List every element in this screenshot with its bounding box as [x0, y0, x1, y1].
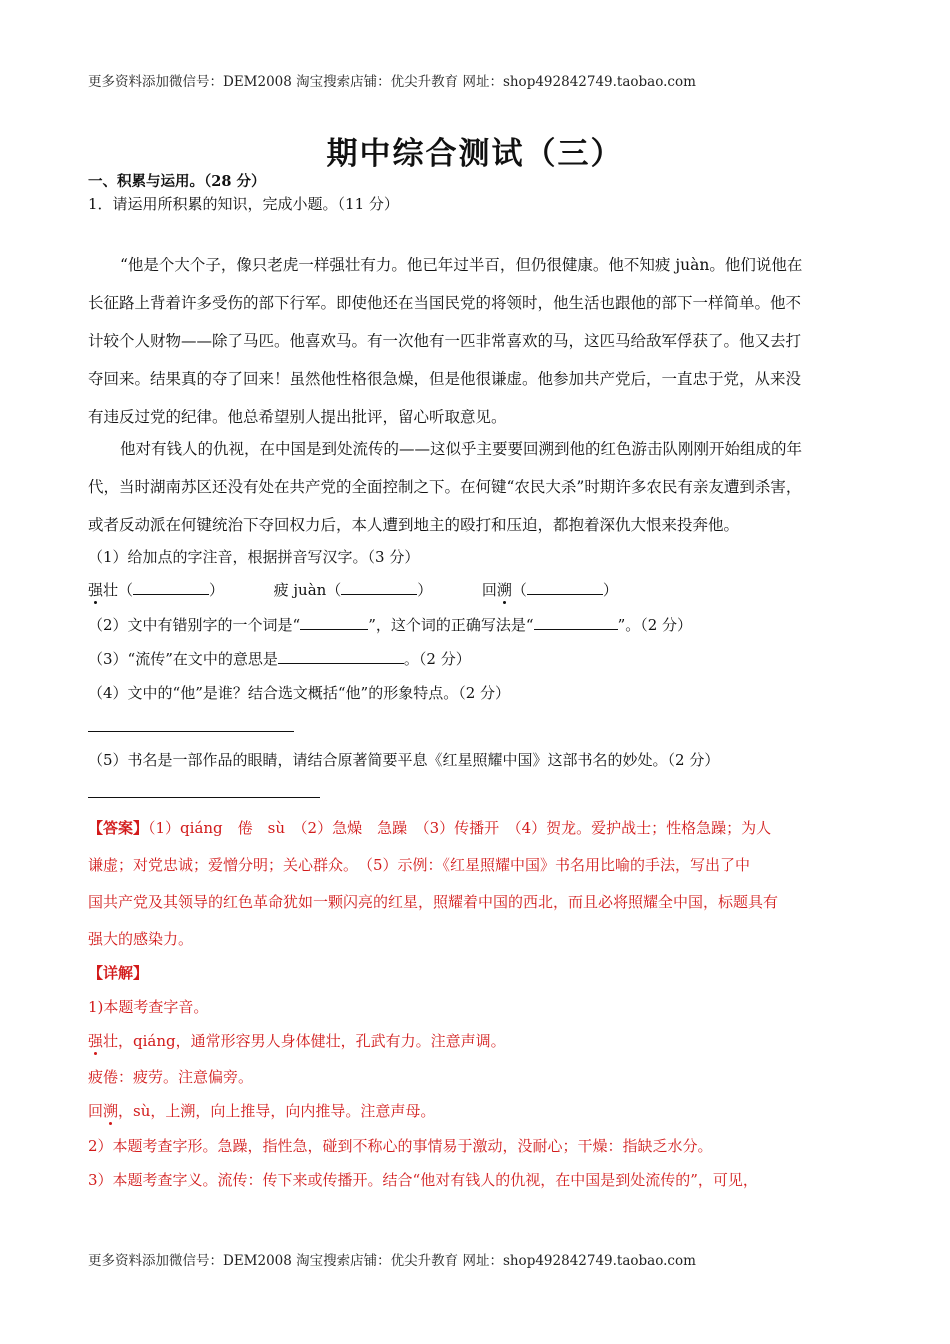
answer-blank[interactable] [278, 649, 404, 664]
answer-text: 强大的感染力。 [88, 930, 194, 948]
passage-line: 计较个人财物——除了马匹。他喜欢马。有一次他有一匹非常喜欢的马，这匹马给敌军俘获了。他又去打 [88, 332, 802, 350]
detail-label: 【详解】 [88, 964, 149, 982]
detail-text: 2）本题考查字形。急躁，指性急，碰到不称心的事情易于激动，没耐心；干燥：指缺乏水分。 [88, 1137, 713, 1155]
answer-line[interactable] [88, 731, 294, 732]
answer-blank[interactable] [534, 615, 618, 630]
passage-line: “他是个大个子，像只老虎一样强壮有力。他已年过半百，但仍很健康。他不知疲 juàn。他们说他在 [120, 256, 803, 274]
fill-label: ） [602, 581, 618, 599]
detail-text: 3）本题考查字义。流传：传下来或传播开。结合“他对有钱人的仇视，在中国是到处流传的”，可见， [88, 1171, 758, 1189]
passage-line: 夺回来。结果真的夺了回来！虽然他性格很急燥，但是他很谦虚。他参加共产党后，一直忠于党，从来没 [88, 370, 802, 388]
fill-label: （ [511, 581, 527, 599]
sub-question-1: （1）给加点的字注音，根据拼音写汉字。（3 分） [88, 548, 420, 566]
detail-text: 强壮，qiáng，通常形容男人身体健壮，孔武有力。注意声调。 [88, 1032, 506, 1050]
answer-blank[interactable] [341, 580, 417, 595]
passage-line: 长征路上背着许多受伤的部下行军。即使他还在当国民党的将领时，他生活也跟他的部下一样简单。他不 [88, 294, 802, 312]
question-1: 1．请运用所积累的知识，完成小题。（11 分） [88, 195, 399, 213]
fill-label: ） [209, 581, 225, 599]
fill-label: 回 [481, 581, 497, 599]
answer-text: 国共产党及其领导的红色革命犹如一颗闪亮的红星，照耀着中国的西北，而且必将照耀全中国，标题具有 [88, 893, 779, 911]
dotted-char: 强 [88, 581, 104, 599]
sub-question-4: （4）文中的“他”是谁？结合选文概括“他”的形象特点。（2 分） [88, 684, 511, 702]
dotted-char: 强 [88, 1032, 104, 1050]
passage-line: 或者反动派在何键统治下夺回权力后，本人遭到地主的殴打和压迫，都抱着深仇大恨来投奔他。 [88, 516, 740, 534]
fill-label: 壮（ [103, 581, 134, 599]
answer-blank[interactable] [300, 615, 368, 630]
dotted-char: 溯 [496, 581, 512, 599]
page-footer: 更多资料添加微信号：DEM2008 淘宝搜索店铺：优尖升教育 网址：shop492842749.taobao.com [88, 1253, 696, 1269]
fill-label: 疲 juàn（ [273, 581, 342, 599]
page-title: 期中综合测试（三） [326, 136, 624, 172]
passage-line: 代，当时湖南苏区还没有处在共产党的全面控制之下。在何键“农民大杀”时期许多农民有亲友遭到杀害， [88, 478, 802, 496]
passage-line: 有违反过党的纪律。他总希望别人提出批评，留心听取意见。 [88, 408, 507, 426]
answer-blank[interactable] [527, 580, 603, 595]
passage-line: 他对有钱人的仇视，在中国是到处流传的——这似乎主要要回溯到他的红色游击队刚刚开始组成的年 [120, 440, 803, 458]
answer-text: 谦虚；对党忠诚；爱憎分明；关心群众。 （5）示例：《红星照耀中国》书名用比喻的手法，写出了中 [88, 856, 751, 874]
answer-text: （1）qiáng 倦 sù （2）急燥 急躁 （3）传播开 （4）贺龙。爱护战士；性格急躁；为人 [148, 819, 772, 837]
detail-text: 回溯，sù，上溯，向上推导，向内推导。注意声母。 [88, 1102, 436, 1120]
answer-line[interactable] [88, 797, 320, 798]
page-header: 更多资料添加微信号：DEM2008 淘宝搜索店铺：优尖升教育 网址：shop492842749.taobao.com [88, 74, 696, 90]
sub-question-5: （5）书名是一部作品的眼睛，请结合原著简要平息《红星照耀中国》这部书名的妙处。（2 分） [88, 751, 720, 769]
detail-text: 1)本题考查字音。 [88, 998, 209, 1016]
dotted-char: 溯 [103, 1102, 119, 1120]
section-heading: 一、积累与运用。（28 分） [88, 173, 266, 190]
answer-label: 【答案】 [88, 819, 149, 837]
fill-label: ） [417, 581, 433, 599]
sub-question-3: （3）“流传”在文中的意思是 。（2 分） [88, 650, 471, 668]
detail-text: 疲倦：疲劳。注意偏旁。 [88, 1068, 254, 1086]
fill-in-row [88, 579, 618, 600]
sub-question-2: （2）文中有错别字的一个词是“ ”，这个词的正确写法是“ ”。（2 分） [88, 616, 693, 634]
answer-blank[interactable] [133, 580, 209, 595]
